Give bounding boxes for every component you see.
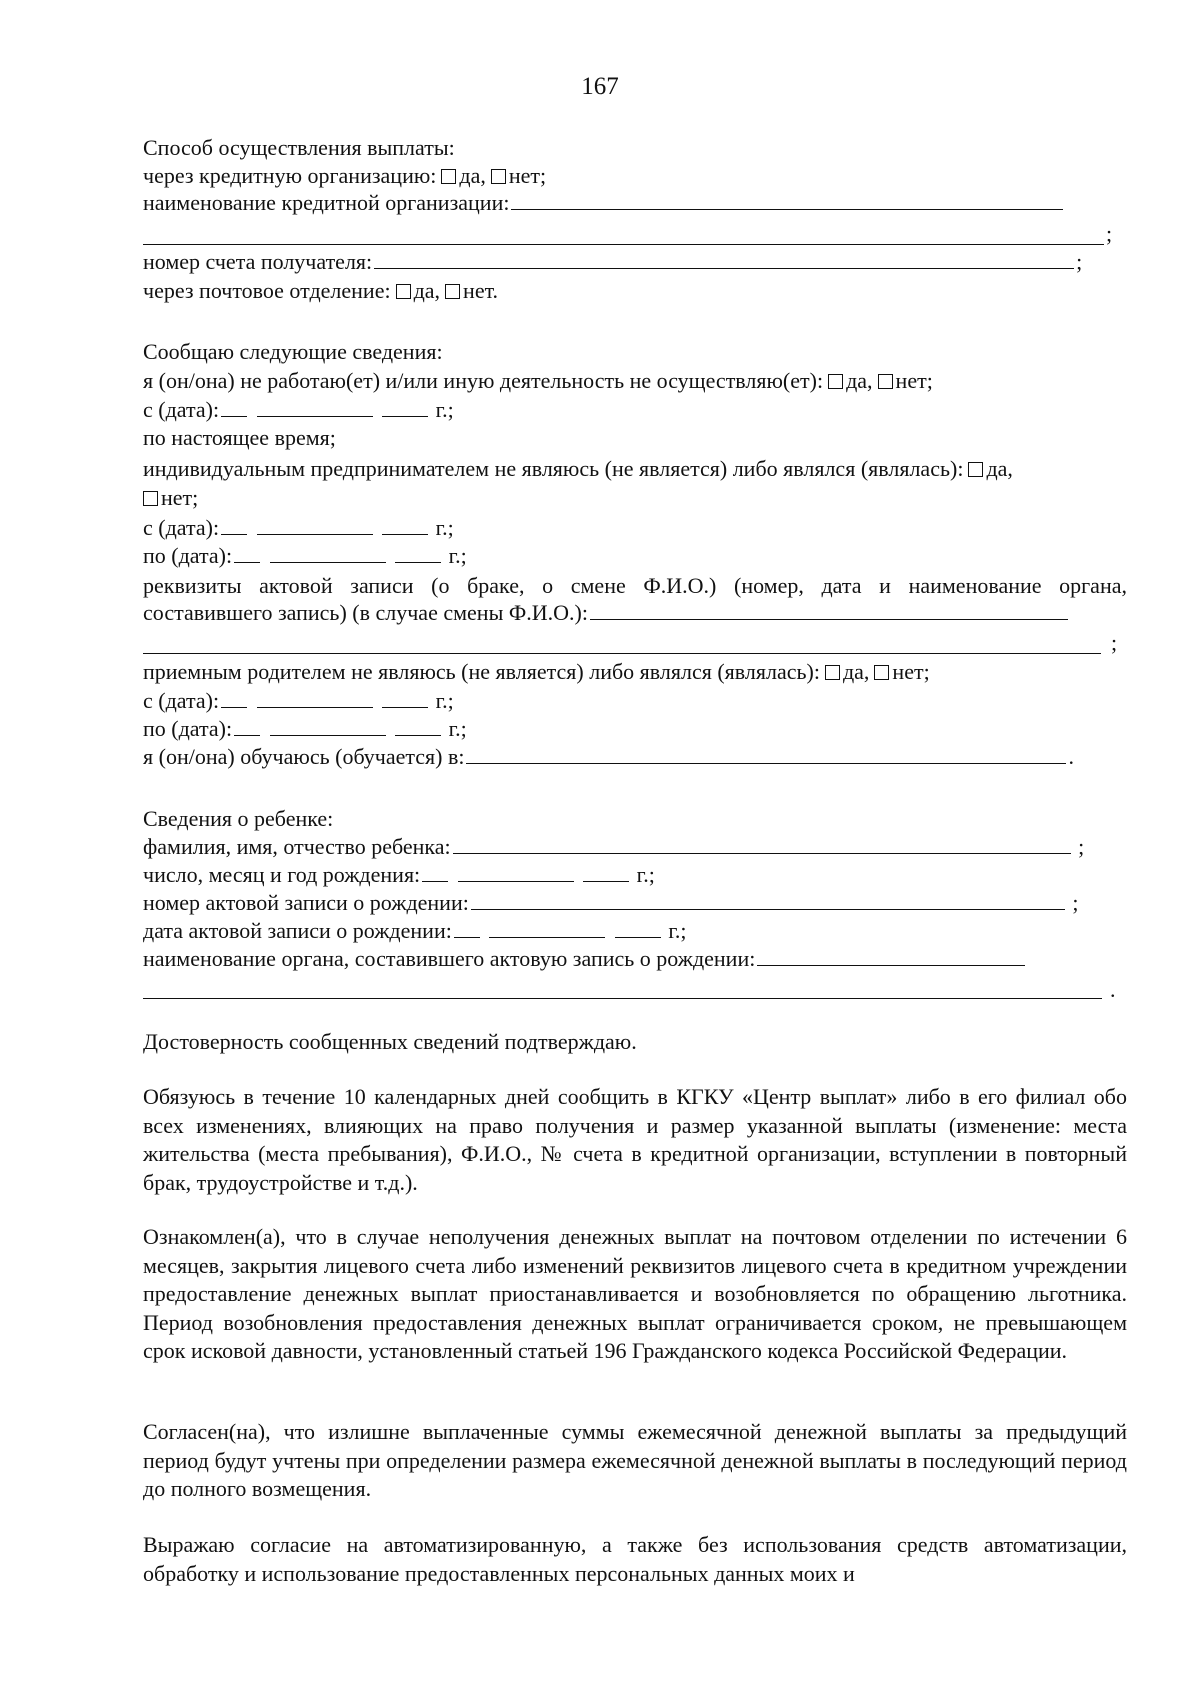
no-label: нет; [508, 163, 547, 188]
month-field[interactable] [257, 706, 373, 708]
via-bank-row [143, 162, 546, 189]
consent-paragraph: Выражаю согласие на автоматизированную, а также без использования средств автоматизации, обработку и использование предоставленных персональных данных моих и [143, 1532, 1127, 1586]
adoptive-row [143, 658, 930, 685]
via-bank-label: через кредитную организацию: [143, 163, 437, 188]
until-label: по (дата): [143, 716, 233, 741]
act-record-field-continued[interactable] [143, 653, 1101, 654]
entrepreneur-row [143, 455, 1013, 482]
via-bank-yes-checkbox[interactable] [441, 169, 456, 184]
since-date-row [143, 396, 454, 423]
account-row: номер счета получателя: ; [143, 249, 1083, 274]
year-abbr: г.; [435, 397, 454, 422]
month-field[interactable] [270, 561, 386, 563]
month-field[interactable] [270, 734, 386, 736]
month-field[interactable] [489, 936, 605, 938]
yes-label: да, [413, 278, 441, 303]
adoptive-label: приемным родителем не являюсь (не является) либо являлся (являлась): [143, 659, 820, 684]
authority-row [143, 945, 1027, 972]
year-field[interactable] [382, 415, 428, 417]
present-label: по настоящее время; [143, 425, 336, 450]
agreement-paragraph: Согласен(на), что излишне выплаченные суммы ежемесячной денежной выплаты за предыдущий период будут учтены при определении размера ежемесячной денежной выплаты в последующий период до полного возмещения. [143, 1419, 1127, 1502]
yes-label: да, [842, 659, 870, 684]
month-field[interactable] [458, 880, 574, 882]
year-abbr: г.; [435, 515, 454, 540]
record-no-field[interactable] [471, 908, 1065, 910]
via-post-label: через почтовое отделение: [143, 278, 391, 303]
authority-label: наименование органа, составившего актовую запись о рождении: [143, 946, 756, 971]
yes-label: да, [459, 163, 486, 188]
obligation-paragraph: Обязуюсь в течение 10 календарных дней сообщить в КГКУ «Центр выплат» либо в его филиал обо всех изменениях, влияющих на право получения и размер указанной выплаты (изменение: места жительства (места пребывания), Ф.И.О., № счета в кредитной организации, вступлении в повторный брак, трудоустройстве и т.д.). [143, 1084, 1127, 1195]
record-no-label: номер актовой записи о рождении: [143, 890, 469, 915]
study-field[interactable] [466, 762, 1066, 764]
via-bank-no-checkbox[interactable] [491, 169, 506, 184]
since-label: с (дата): [143, 515, 220, 540]
day-field[interactable] [221, 533, 247, 535]
yes-label: да, [846, 368, 873, 393]
not-working-row [143, 367, 933, 394]
semicolon [1111, 629, 1117, 656]
entrepreneur-yes-checkbox[interactable] [968, 462, 983, 477]
bank-name-row [143, 189, 1065, 216]
via-post-row [143, 277, 498, 304]
bank-name-field[interactable] [511, 208, 1063, 210]
until-label: по (дата): [143, 543, 233, 568]
study-row: я (он/она) обучаюсь (обучается) в: . [143, 744, 1074, 769]
account-field[interactable] [374, 267, 1074, 269]
adoptive-yes-checkbox[interactable] [825, 665, 840, 680]
via-post-yes-checkbox[interactable] [396, 284, 411, 299]
no-label: нет; [892, 659, 930, 684]
year-abbr: г.; [448, 716, 467, 741]
account-label: номер счета получателя: [143, 249, 373, 274]
day-field[interactable] [422, 880, 448, 882]
year-field[interactable] [583, 880, 629, 882]
month-field[interactable] [257, 533, 373, 535]
not-working-no-checkbox[interactable] [878, 374, 893, 389]
until-date-row-2 [143, 715, 467, 742]
child-heading: Сведения о ребенке: [143, 806, 334, 831]
day-field[interactable] [221, 706, 247, 708]
no-label: нет; [161, 485, 199, 510]
act-record-field[interactable] [590, 618, 1068, 620]
year-abbr: г.; [435, 688, 454, 713]
record-date-label: дата актовой записи о рождении: [143, 918, 452, 943]
month-field[interactable] [257, 415, 373, 417]
year-field[interactable] [615, 936, 661, 938]
adoptive-no-checkbox[interactable] [874, 665, 889, 680]
act-record-label: составившего запись) (в случае смены Ф.И.О.): [143, 600, 588, 625]
since-date-row-3 [143, 687, 454, 714]
year-abbr: г.; [668, 918, 687, 943]
entrepreneur-label: индивидуальным предпринимателем не являюсь (не является) либо являлся (являлась): [143, 456, 964, 481]
day-field[interactable] [221, 415, 247, 417]
authority-field[interactable] [757, 964, 1025, 966]
entrepreneur-no-checkbox[interactable] [143, 491, 158, 506]
payment-heading: Способ осуществления выплаты: [143, 135, 455, 160]
no-label: нет. [463, 278, 499, 303]
year-field[interactable] [395, 734, 441, 736]
period: . [1110, 977, 1116, 1002]
not-working-label: я (он/она) не работаю(ет) и/или иную деятельность не осуществляю(ет): [143, 368, 824, 393]
via-post-no-checkbox[interactable] [445, 284, 460, 299]
act-record-row [143, 599, 1070, 626]
dob-label: число, месяц и год рождения: [143, 862, 421, 887]
bank-name-label: наименование кредитной организации: [143, 190, 510, 215]
day-field[interactable] [234, 561, 260, 563]
year-field[interactable] [382, 706, 428, 708]
since-date-row-2 [143, 514, 454, 541]
year-field[interactable] [395, 561, 441, 563]
dob-row [143, 861, 655, 888]
bank-name-field-continued[interactable] [143, 244, 1104, 245]
info-heading: Сообщаю следующие сведения: [143, 339, 443, 364]
child-name-label: фамилия, имя, отчество ребенка: [143, 834, 451, 859]
until-date-row [143, 542, 467, 569]
day-field[interactable] [454, 936, 480, 938]
day-field[interactable] [234, 734, 260, 736]
record-no-row: номер актовой записи о рождении: ; [143, 890, 1079, 915]
year-abbr: г.; [636, 862, 655, 887]
act-record-line-1: реквизиты актовой записи (о браке, о смене Ф.И.О.) (номер, дата и наименование органа, [143, 573, 1127, 598]
record-date-row [143, 917, 686, 944]
page-number: 167 [581, 73, 619, 100]
year-field[interactable] [382, 533, 428, 535]
child-name-field[interactable] [453, 852, 1071, 854]
year-abbr: г.; [448, 543, 467, 568]
study-label: я (он/она) обучаюсь (обучается) в: [143, 744, 465, 769]
informed-paragraph: Ознакомлен(а), что в случае неполучения денежных выплат на почтовом отделении по истечении 6 месяцев, закрытия лицевого счета либо изменений реквизитов лицевого счета в кредитном учреждении предоставление денежных выплат приостанавливается и возобновляется по обращению льготника. Период возобновления предоставления денежных выплат ограничивается сроком, не превышающем срок исковой давности, установленный статьей 196 Гражданского кодекса Российской Федерации. [143, 1224, 1127, 1364]
yes-label: да, [986, 456, 1013, 481]
since-label: с (дата): [143, 688, 220, 713]
no-label: нет; [895, 368, 933, 393]
semicolon [1106, 220, 1112, 247]
not-working-yes-checkbox[interactable] [828, 374, 843, 389]
authority-field-continued[interactable] [143, 998, 1102, 999]
since-label: с (дата): [143, 397, 220, 422]
confirm-paragraph: Достоверность сообщенных сведений подтверждаю. [143, 1029, 637, 1054]
entrepreneur-row-2 [143, 484, 198, 511]
child-name-row: фамилия, имя, отчество ребенка: ; [143, 834, 1085, 859]
